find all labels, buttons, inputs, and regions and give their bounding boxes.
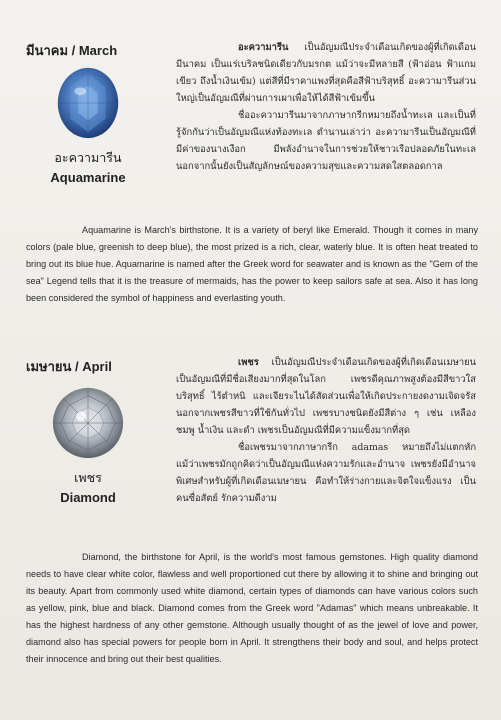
diamond-gem-icon <box>49 384 127 462</box>
march-english-text: Aquamarine is March's birthstone. It is a variety of beryl like Emerald. Though it comes in many colors (pale blue, greenish to deep blue), the most prized is a rich, clear, waterly blue. It is often heat treated to bring out its blue hue. Aquamarine is named after the Greek word for seawater and is known as the "Gem of the sea" Legend tells that it is the treasure of mermaids, has the power to keep sailors safe at sea. Also it has long been considered the symbol of happiness and everlasting youth. <box>26 225 478 303</box>
aquamarine-name-th: อะความารีน <box>54 150 122 165</box>
march-heading: มีนาคม / March <box>26 43 118 58</box>
march-thai-paragraph-2: ชื่ออะความารีนมาจากภาษากรีกหมายถึงน้ำทะเล และเป็นที่รู้จักกันว่าเป็นอัญมณีแห่งท้องทะเล ตำนานเล่าว่า อะความารีนเป็นอัญมณีที่มีค่าของนางเงือก มีพลังอำนาจในการช่วยให้ชาวเรือปลอดภัยในทะเล นอกจากนั้นยังเป็นสัญลักษณ์ของความสุขและความสดใสตลอดกาล <box>176 110 476 172</box>
march-thai-paragraph-1 <box>176 39 476 107</box>
april-thai-p1-body: เป็นอัญมณีประจำเดือนเกิดของผู้ที่เกิดเดือนเมษายน เป็นอัญมณีที่มีชื่อเสียงมากที่สุดในโลก เพชรดีคุณภาพสูงต้องมีสีขาวใสบริสุทธิ์ ไร้ตำหนิ และเจียระไนได้สัดส่วนเพื่อให้เกิดประกายงดงามเจิดจรัส นอกจากเพชรสีขาวที่ใช้กันทั่วไป เพชรบางชนิดยังมีสีต่าง ๆ เช่น เหลือง ชมพู น้ำเงิน และดำ เพชรเป็นอัญมณีที่มีความแข็งมากที่สุด <box>176 357 476 436</box>
aquamarine-gem-icon <box>49 64 127 142</box>
april-english-text: Diamond, the birthstone for April, is the world's most famous gemstones. High quality diamond needs to have clear white color, flawless and well proportioned cut there by allowing it to shine and bringing out its beauty. Apart from commonly used white diamond, certain types of diamonds can have various colors such as yellow, pink, blue and black. Diamond comes from the Greek word "Adamas" which means unbreakable. It has the highest hardness of any other gemstone. Although usually thought of as the jewel of love and power, diamond also has special powers for people born in April. It strengthens their body and soul, and helps protect their innocence and bring out their best qualities. <box>26 552 478 664</box>
april-thai-lead: เพชร <box>238 357 259 368</box>
diamond-block <box>38 384 138 505</box>
april-thai-text <box>176 354 476 507</box>
aquamarine-name-en: Aquamarine <box>50 170 126 185</box>
april-thai-paragraph-1 <box>176 354 476 439</box>
march-thai-lead: อะความารีน <box>238 42 289 53</box>
diamond-name-th: เพชร <box>74 470 102 485</box>
diamond-name-en: Diamond <box>60 490 116 505</box>
march-thai-p1-body: เป็นอัญมณีประจำเดือนเกิดของผู้ที่เกิดเดือนมีนาคม เป็นแร่เบริลชนิดเดียวกับมรกต แม้ว่าจะมีหลายสี (ฟ้าอ่อน ฟ้าแกมเขียว ถึงน้ำเงินเข้ม) แต่สีที่มีราคาแพงที่สุดคือสีฟ้าบริสุทธิ์ อะความารีนส่วนใหญ่เป็นอัญมณีที่ผ่านการเผาเพื่อให้ได้สีฟ้าเข้มขึ้น <box>176 42 476 104</box>
march-thai-text <box>176 39 476 175</box>
april-heading: เมษายน / April <box>26 359 112 374</box>
april-thai-paragraph-2: ชื่อเพชรมาจากภาษากรีก adamas หมายถึงไม่แตกหัก แม้ว่าเพชรมักถูกคิดว่าเป็นอัญมณีแห่งความรักและอำนาจ เพชรยังมีอำนาจพิเศษสำหรับผู้ที่เกิดเดือนเมษายน คือทำให้ร่างกายและจิตใจแข็งแรง เป็นคนซื่อสัตย์ รักความดีงาม <box>176 442 476 504</box>
aquamarine-block <box>38 64 138 185</box>
